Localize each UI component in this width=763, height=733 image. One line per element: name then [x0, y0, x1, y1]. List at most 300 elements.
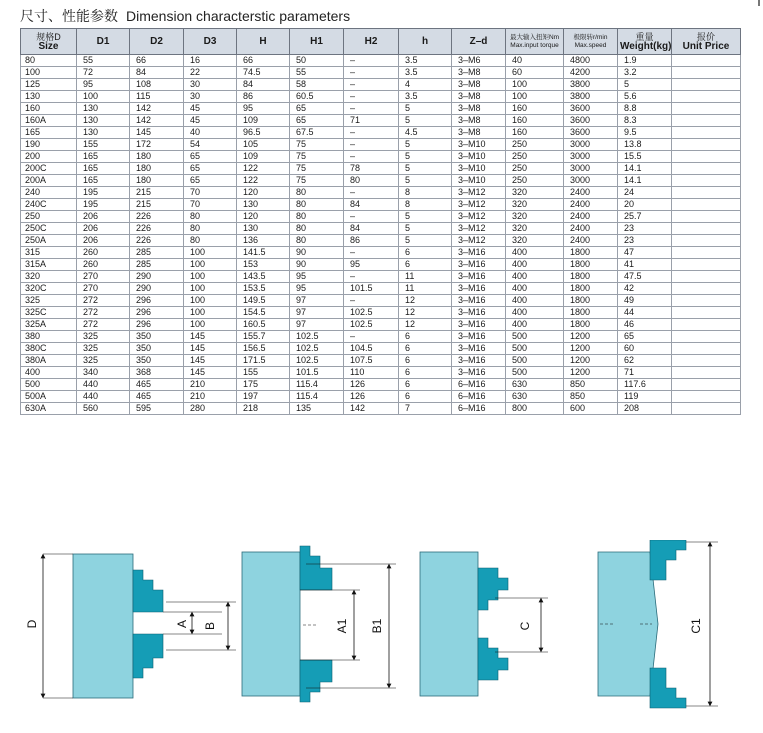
table-cell: 260: [77, 259, 130, 271]
col-z-d: Z–d: [452, 29, 506, 55]
table-cell: 1200: [564, 331, 618, 343]
table-cell: 95: [237, 103, 290, 115]
table-cell: 142: [130, 115, 184, 127]
table-cell: 45: [184, 115, 237, 127]
table-cell: 8.8: [618, 103, 672, 115]
table-cell: 1200: [564, 343, 618, 355]
table-cell: 65: [290, 115, 344, 127]
table-cell: 272: [77, 319, 130, 331]
table-cell: 320C: [21, 283, 77, 295]
table-cell: 50: [290, 55, 344, 67]
table-row: [21, 247, 741, 259]
table-row: [21, 151, 741, 163]
table-cell: –: [344, 127, 399, 139]
table-cell: 23: [618, 235, 672, 247]
table-cell: 66: [237, 55, 290, 67]
table-cell: 65: [184, 163, 237, 175]
table-cell: 14.1: [618, 175, 672, 187]
table-cell: 100: [184, 271, 237, 283]
table-cell: 95: [344, 259, 399, 271]
table-cell: 3–M16: [452, 247, 506, 259]
table-cell: 62: [618, 355, 672, 367]
table-cell: 141.5: [237, 247, 290, 259]
table-cell: 160A: [21, 115, 77, 127]
table-cell: 215: [130, 199, 184, 211]
table-cell: 165: [77, 175, 130, 187]
table-cell: 8: [399, 199, 452, 211]
table-cell: 97: [290, 319, 344, 331]
table-cell: 6: [399, 247, 452, 259]
table-cell: 115: [130, 91, 184, 103]
table-cell: 3.2: [618, 67, 672, 79]
table-cell: 240: [21, 187, 77, 199]
table-cell: 105: [237, 139, 290, 151]
table-cell: 3.5: [399, 91, 452, 103]
table-cell: 47.5: [618, 271, 672, 283]
table-cell: 15.5: [618, 151, 672, 163]
table-cell: 206: [77, 223, 130, 235]
table-cell: 80: [290, 187, 344, 199]
table-row: [21, 271, 741, 283]
table-cell: 13.8: [618, 139, 672, 151]
table-cell: 142: [130, 103, 184, 115]
table-cell: 3000: [564, 175, 618, 187]
table-cell: –: [344, 247, 399, 259]
table-cell: 400: [506, 259, 564, 271]
table-cell: 3–M10: [452, 151, 506, 163]
table-cell: 78: [344, 163, 399, 175]
table-cell: 84: [130, 67, 184, 79]
table-cell: 107.5: [344, 355, 399, 367]
col-weight: 重量 Weight(kg): [618, 29, 672, 55]
table-cell: 315: [21, 247, 77, 259]
table-cell: 100: [184, 247, 237, 259]
table-cell: 1800: [564, 295, 618, 307]
table-cell: 350: [130, 331, 184, 343]
diagram-1: [25, 554, 236, 698]
table-row: [21, 211, 741, 223]
table-cell: 3–M16: [452, 343, 506, 355]
table-cell: 1200: [564, 367, 618, 379]
table-body: [21, 55, 741, 415]
table-cell: 95: [77, 79, 130, 91]
col-h-small: h: [399, 29, 452, 55]
table-cell: 1800: [564, 283, 618, 295]
table-row: [21, 331, 741, 343]
table-cell: 97: [290, 307, 344, 319]
table-cell: 100: [21, 67, 77, 79]
diagram-2: [242, 546, 396, 702]
table-cell: 3–M8: [452, 67, 506, 79]
table-cell: [672, 295, 741, 307]
table-cell: 160: [506, 103, 564, 115]
table-cell: 100: [184, 307, 237, 319]
table-cell: 3–M16: [452, 319, 506, 331]
table-cell: 3000: [564, 139, 618, 151]
table-cell: 97: [290, 295, 344, 307]
table-cell: 60: [618, 343, 672, 355]
table-cell: 325C: [21, 307, 77, 319]
table-row: [21, 199, 741, 211]
table-cell: 325: [21, 295, 77, 307]
table-cell: 40: [506, 55, 564, 67]
table-cell: 5: [399, 235, 452, 247]
table-cell: 210: [184, 379, 237, 391]
table-cell: 250: [506, 163, 564, 175]
table-cell: 3–M16: [452, 355, 506, 367]
table-cell: [672, 223, 741, 235]
table-cell: 3600: [564, 103, 618, 115]
table-cell: 5: [399, 223, 452, 235]
table-row: [21, 343, 741, 355]
table-cell: 117.6: [618, 379, 672, 391]
table-cell: 3–M8: [452, 127, 506, 139]
table-cell: 5: [618, 79, 672, 91]
table-cell: 630: [506, 379, 564, 391]
table-row: [21, 391, 741, 403]
table-cell: 3–M16: [452, 331, 506, 343]
table-cell: 200A: [21, 175, 77, 187]
col-max-speed: 极限转r/min Max.speed: [564, 29, 618, 55]
table-cell: 130: [77, 115, 130, 127]
label-c1: C1: [689, 618, 703, 634]
table-cell: –: [344, 103, 399, 115]
table-cell: 95: [290, 271, 344, 283]
table-cell: 5: [399, 115, 452, 127]
table-cell: [672, 103, 741, 115]
table-cell: 4800: [564, 55, 618, 67]
table-cell: 320: [506, 223, 564, 235]
table-cell: 60: [506, 67, 564, 79]
table-cell: 380: [21, 331, 77, 343]
table-cell: 250C: [21, 223, 77, 235]
table-cell: 100: [184, 259, 237, 271]
table-row: [21, 115, 741, 127]
jaw-bottom-2: [300, 660, 332, 702]
col-h1: H1: [290, 29, 344, 55]
table-cell: 86: [237, 91, 290, 103]
table-cell: 850: [564, 391, 618, 403]
table-cell: 6: [399, 355, 452, 367]
table-cell: 3–M16: [452, 307, 506, 319]
table-cell: 3–M10: [452, 175, 506, 187]
table-cell: 400: [506, 307, 564, 319]
table-cell: 45: [184, 103, 237, 115]
table-row: [21, 91, 741, 103]
table-cell: 380A: [21, 355, 77, 367]
table-cell: 142: [344, 403, 399, 415]
table-cell: 75: [290, 151, 344, 163]
table-row: [21, 55, 741, 67]
table-cell: 42: [618, 283, 672, 295]
chuck-body-1: [73, 554, 133, 698]
table-cell: 3–M8: [452, 91, 506, 103]
table-cell: 3800: [564, 79, 618, 91]
table-cell: 195: [77, 187, 130, 199]
table-cell: 500: [506, 343, 564, 355]
table-cell: 145: [184, 367, 237, 379]
table-cell: 350: [130, 343, 184, 355]
table-cell: 153: [237, 259, 290, 271]
table-cell: 500: [21, 379, 77, 391]
table-cell: 156.5: [237, 343, 290, 355]
table-cell: 155.7: [237, 331, 290, 343]
table-cell: [672, 271, 741, 283]
table-cell: 80: [21, 55, 77, 67]
table-cell: [672, 331, 741, 343]
table-cell: [672, 247, 741, 259]
table-cell: [672, 163, 741, 175]
table-cell: [672, 343, 741, 355]
table-cell: 206: [77, 211, 130, 223]
table-cell: 1800: [564, 319, 618, 331]
table-cell: 5: [399, 151, 452, 163]
table-cell: 12: [399, 307, 452, 319]
table-cell: 400: [21, 367, 77, 379]
table-cell: 180: [130, 163, 184, 175]
col-max-torque: 最大输入扭矩Nm Max.input torque: [506, 29, 564, 55]
table-cell: 200: [21, 151, 77, 163]
label-b: B: [203, 621, 217, 631]
jaw-bottom-1: [133, 634, 163, 678]
table-cell: 67.5: [290, 127, 344, 139]
table-cell: 250: [21, 211, 77, 223]
table-cell: 153.5: [237, 283, 290, 295]
table-header-row: [21, 29, 741, 55]
table-cell: 80: [290, 211, 344, 223]
table-cell: 296: [130, 295, 184, 307]
table-row: [21, 235, 741, 247]
table-row: [21, 163, 741, 175]
table-row: [21, 223, 741, 235]
table-cell: 122: [237, 163, 290, 175]
table-cell: 130: [21, 91, 77, 103]
table-cell: 226: [130, 211, 184, 223]
table-cell: 325: [77, 343, 130, 355]
table-cell: 285: [130, 259, 184, 271]
table-cell: 440: [77, 379, 130, 391]
table-cell: –: [344, 211, 399, 223]
table-cell: –: [344, 139, 399, 151]
table-cell: 1200: [564, 355, 618, 367]
page-title-cn: 尺寸、性能参数: [20, 8, 118, 24]
table-cell: 65: [290, 103, 344, 115]
table-cell: 290: [130, 271, 184, 283]
table-cell: 110: [344, 367, 399, 379]
table-cell: 6: [399, 391, 452, 403]
table-row: [21, 355, 741, 367]
chuck-diagrams: [0, 540, 763, 730]
table-cell: 102.5: [290, 355, 344, 367]
table-cell: [672, 379, 741, 391]
table-cell: 280: [184, 403, 237, 415]
table-cell: 250A: [21, 235, 77, 247]
table-cell: 296: [130, 307, 184, 319]
table-cell: 3600: [564, 127, 618, 139]
table-cell: 46: [618, 319, 672, 331]
parameter-table: [20, 28, 741, 415]
table-cell: 340: [77, 367, 130, 379]
table-cell: 135: [290, 403, 344, 415]
table-cell: [672, 403, 741, 415]
table-cell: [672, 199, 741, 211]
col-d3: D3: [184, 29, 237, 55]
chuck-body-2: [242, 552, 300, 696]
table-cell: 145: [130, 127, 184, 139]
col-d1: D1: [77, 29, 130, 55]
table-cell: 145: [184, 343, 237, 355]
table-cell: 3–M10: [452, 163, 506, 175]
table-cell: 5: [399, 211, 452, 223]
table-row: [21, 127, 741, 139]
table-cell: 560: [77, 403, 130, 415]
label-a: A: [175, 619, 189, 629]
table-cell: 3.5: [399, 55, 452, 67]
table-cell: 400: [506, 283, 564, 295]
table-cell: –: [344, 67, 399, 79]
table-cell: 175: [237, 379, 290, 391]
table-cell: [672, 259, 741, 271]
table-cell: 11: [399, 271, 452, 283]
table-cell: 80: [184, 223, 237, 235]
table-cell: [672, 67, 741, 79]
table-cell: 500: [506, 331, 564, 343]
table-row: [21, 103, 741, 115]
table-cell: 465: [130, 379, 184, 391]
jaw-top-2: [300, 546, 332, 590]
table-cell: 40: [184, 127, 237, 139]
diagram-3: [420, 552, 548, 696]
table-cell: 400: [506, 247, 564, 259]
table-cell: 180: [130, 175, 184, 187]
table-cell: 3–M8: [452, 79, 506, 91]
chuck-body-3: [420, 552, 478, 696]
table-cell: 109: [237, 151, 290, 163]
table-cell: 208: [618, 403, 672, 415]
page-header: [20, 6, 760, 26]
table-cell: –: [344, 55, 399, 67]
table-cell: 296: [130, 319, 184, 331]
table-cell: 90: [290, 259, 344, 271]
table-cell: 270: [77, 271, 130, 283]
table-cell: 200C: [21, 163, 77, 175]
table-cell: 9.5: [618, 127, 672, 139]
table-cell: 120: [237, 187, 290, 199]
table-cell: 5.6: [618, 91, 672, 103]
table-row: [21, 307, 741, 319]
table-cell: 400: [506, 295, 564, 307]
table-cell: [672, 235, 741, 247]
table-row: [21, 259, 741, 271]
table-cell: 130: [237, 223, 290, 235]
table-cell: 320: [506, 187, 564, 199]
table-row: [21, 379, 741, 391]
table-cell: 80: [344, 175, 399, 187]
table-cell: 3–M12: [452, 211, 506, 223]
table-cell: 102.5: [290, 343, 344, 355]
table-cell: 24: [618, 187, 672, 199]
table-cell: 30: [184, 79, 237, 91]
table-cell: 165: [77, 151, 130, 163]
table-cell: 6: [399, 343, 452, 355]
table-cell: 1800: [564, 271, 618, 283]
table-cell: 72: [77, 67, 130, 79]
table-cell: 500: [506, 355, 564, 367]
table-cell: 165: [21, 127, 77, 139]
table-cell: 250: [506, 175, 564, 187]
table-cell: 115.4: [290, 379, 344, 391]
table-row: [21, 139, 741, 151]
table-cell: –: [344, 91, 399, 103]
table-cell: 75: [290, 175, 344, 187]
col-h: H: [237, 29, 290, 55]
table-cell: 80: [184, 211, 237, 223]
table-cell: 3–M10: [452, 139, 506, 151]
table-cell: 65: [184, 151, 237, 163]
table-cell: –: [344, 151, 399, 163]
table-cell: 100: [77, 91, 130, 103]
table-cell: 95: [290, 283, 344, 295]
table-cell: 4: [399, 79, 452, 91]
table-cell: 400: [506, 271, 564, 283]
table-cell: 3000: [564, 163, 618, 175]
table-cell: 130: [237, 199, 290, 211]
table-cell: 25.7: [618, 211, 672, 223]
jaw-bottom-3: [478, 638, 508, 680]
table-cell: 3000: [564, 151, 618, 163]
table-cell: 800: [506, 403, 564, 415]
table-cell: [672, 187, 741, 199]
table-cell: 126: [344, 379, 399, 391]
table-cell: [672, 115, 741, 127]
table-cell: 100: [506, 79, 564, 91]
table-cell: 100: [506, 91, 564, 103]
table-cell: [672, 175, 741, 187]
table-cell: 96.5: [237, 127, 290, 139]
table-cell: 101.5: [344, 283, 399, 295]
table-cell: 500: [506, 367, 564, 379]
table-row: [21, 295, 741, 307]
table-cell: 3–M12: [452, 223, 506, 235]
table-cell: –: [344, 331, 399, 343]
table-cell: 320: [506, 199, 564, 211]
table-cell: 143.5: [237, 271, 290, 283]
table-cell: 23: [618, 223, 672, 235]
table-cell: 84: [344, 223, 399, 235]
corner-mark: [756, 0, 760, 6]
table-cell: 320: [21, 271, 77, 283]
table-cell: 630: [506, 391, 564, 403]
table-cell: 206: [77, 235, 130, 247]
table-cell: 368: [130, 367, 184, 379]
table-cell: 285: [130, 247, 184, 259]
table-cell: –: [344, 79, 399, 91]
table-cell: 595: [130, 403, 184, 415]
table-cell: 2400: [564, 211, 618, 223]
table-cell: [672, 367, 741, 379]
table-cell: 84: [237, 79, 290, 91]
table-cell: 6: [399, 259, 452, 271]
table-cell: 226: [130, 235, 184, 247]
jaw-top-3: [478, 568, 508, 610]
jaw-bottom-4: [650, 668, 686, 708]
table-cell: 600: [564, 403, 618, 415]
table-cell: 8.3: [618, 115, 672, 127]
table-cell: –: [344, 187, 399, 199]
jaw-top-4: [650, 540, 686, 580]
table-cell: 218: [237, 403, 290, 415]
table-cell: [672, 391, 741, 403]
